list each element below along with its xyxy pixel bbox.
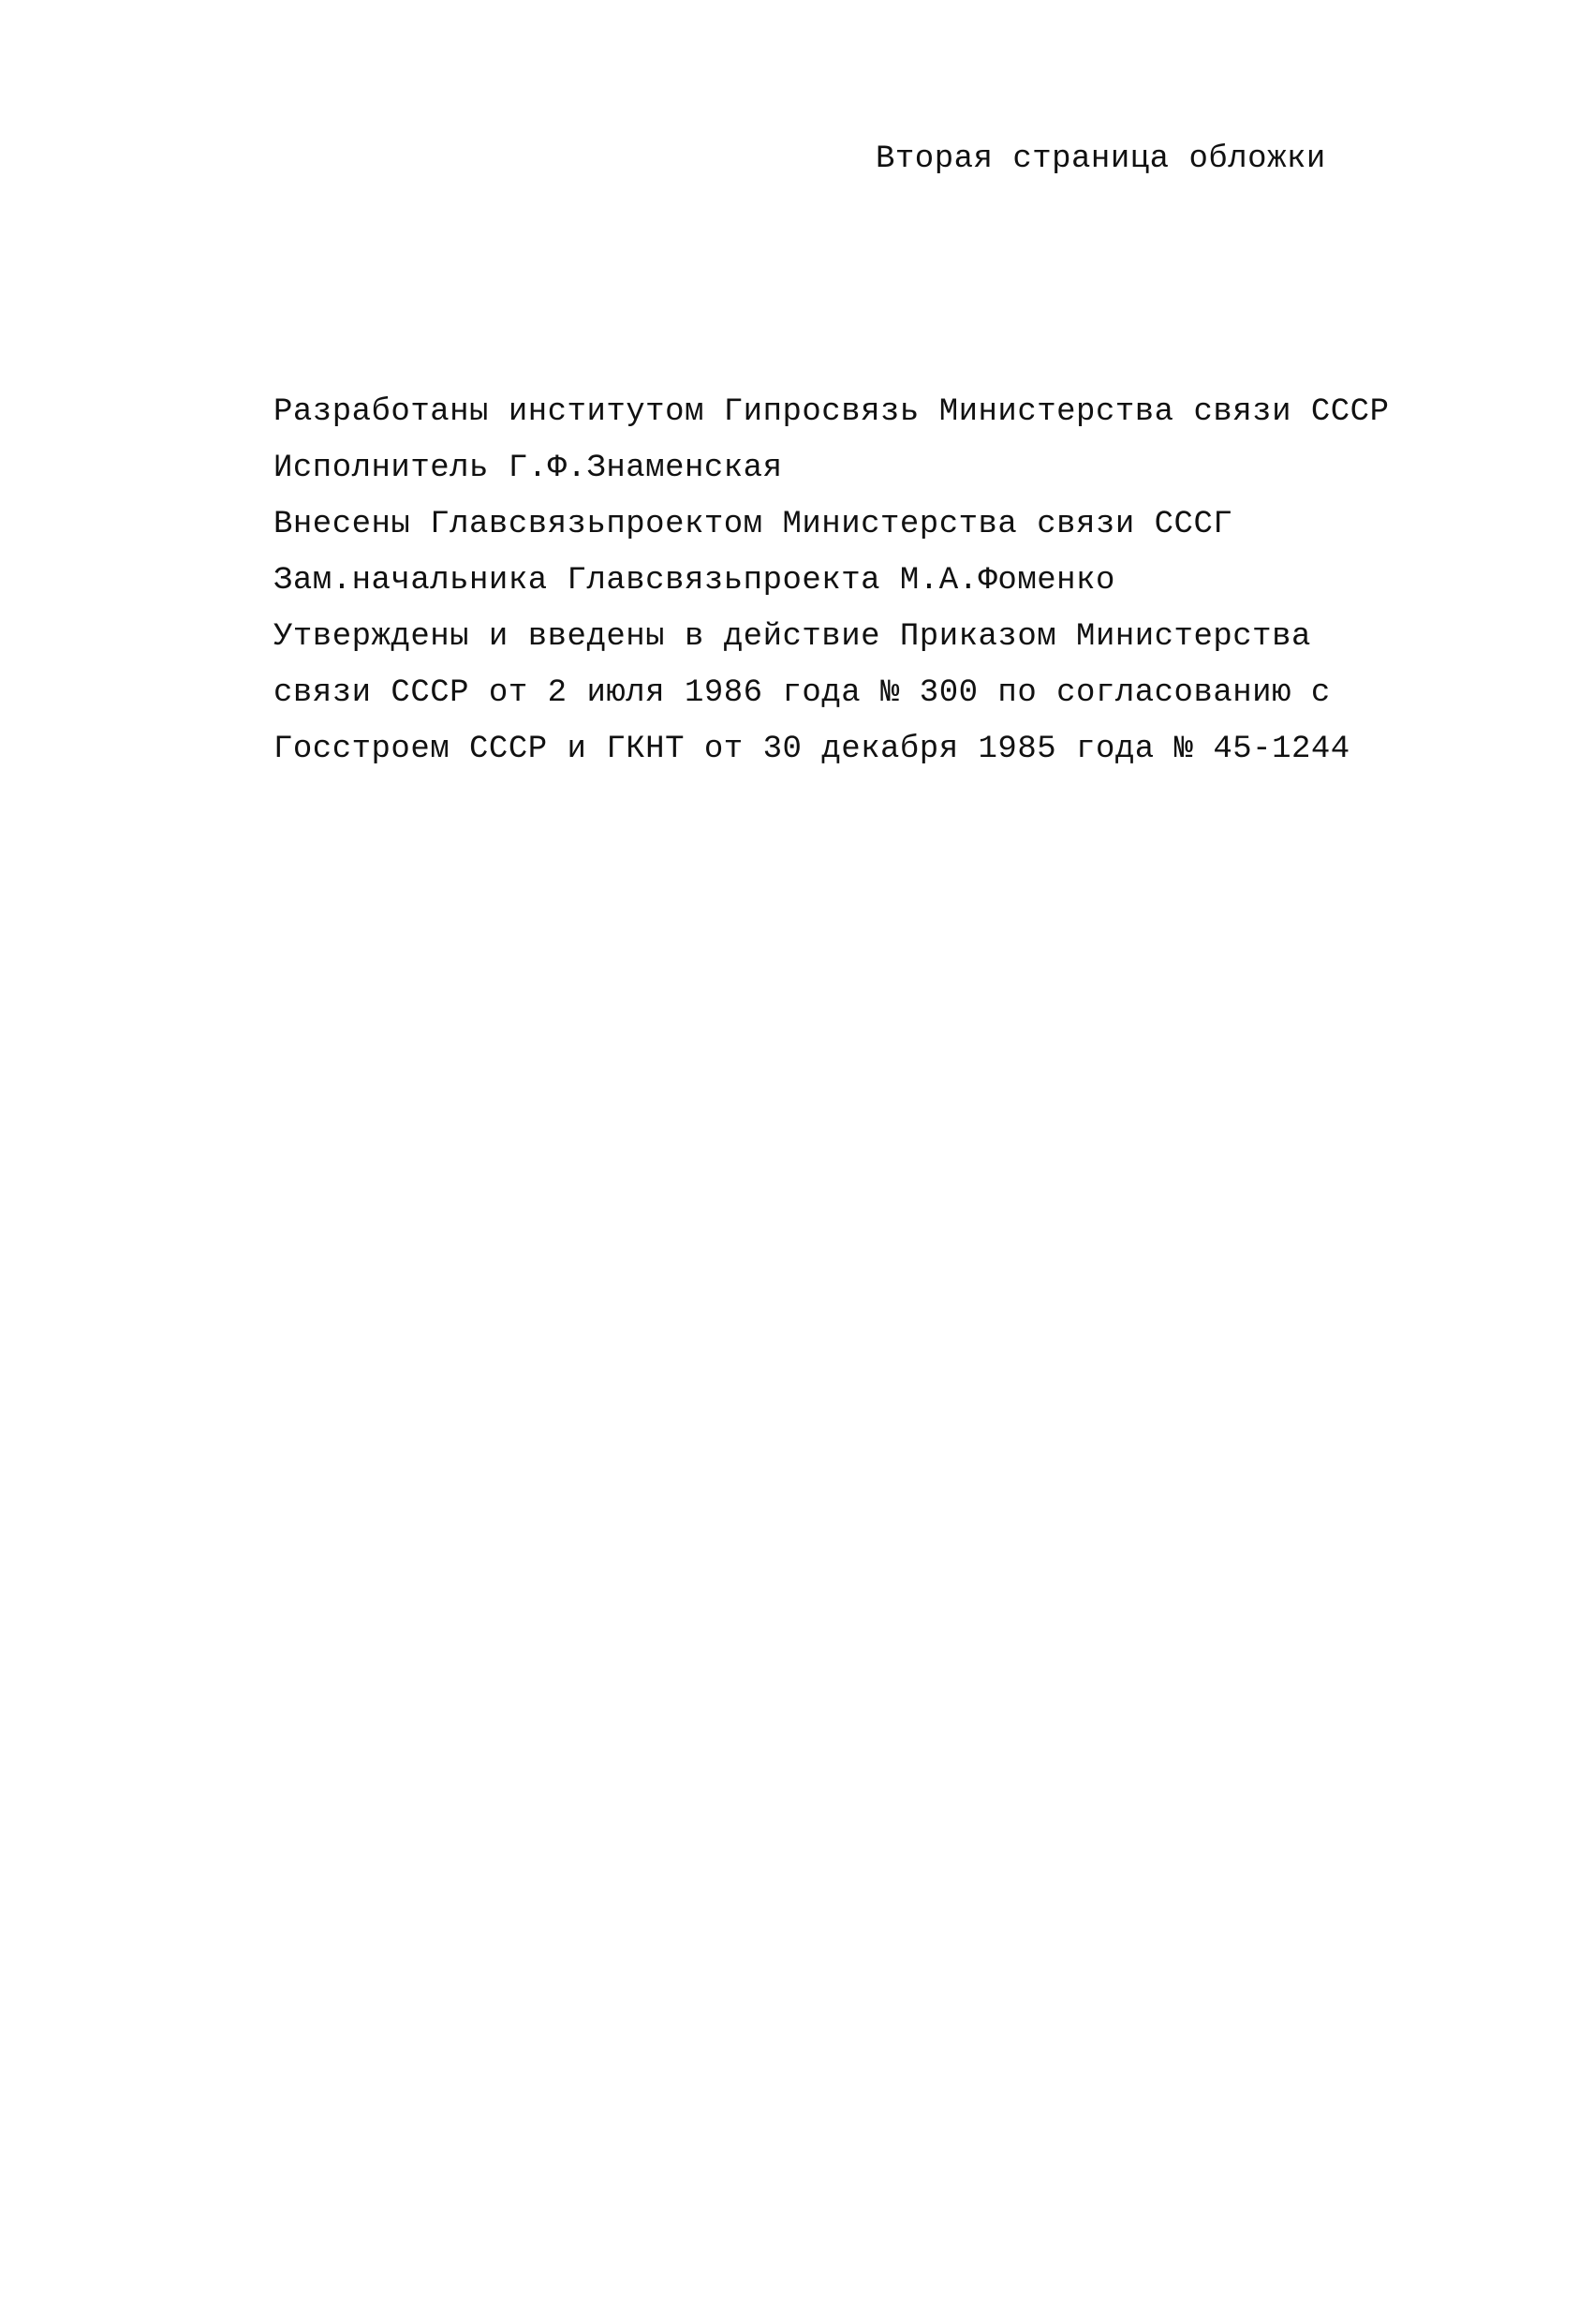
credit-line-executor: Исполнитель Г.Ф.Знаменская [273,451,783,486]
credit-line-submitted: Внесены Главсвязьпроектом Министерства связи СССГ [273,507,1233,542]
credit-line-developer: Разработаны институтом Гипросвязь Министерства связи СССР [273,394,1390,430]
credit-line-deputy-head: Зам.начальника Главсвязьпроекта М.А.Фоменко [273,563,1115,599]
credit-line-agreement: Госстроем СССР и ГКНТ от 30 декабря 1985 года № 45-1244 [273,732,1350,767]
credit-line-order: связи СССР от 2 июля 1986 года № 300 по согласованию с [273,675,1331,711]
cover-page-note: Вторая страница обложки [876,141,1326,177]
credits-block [273,393,1397,787]
credit-line-approved: Утверждены и введены в действие Приказом Министерства [273,619,1311,655]
